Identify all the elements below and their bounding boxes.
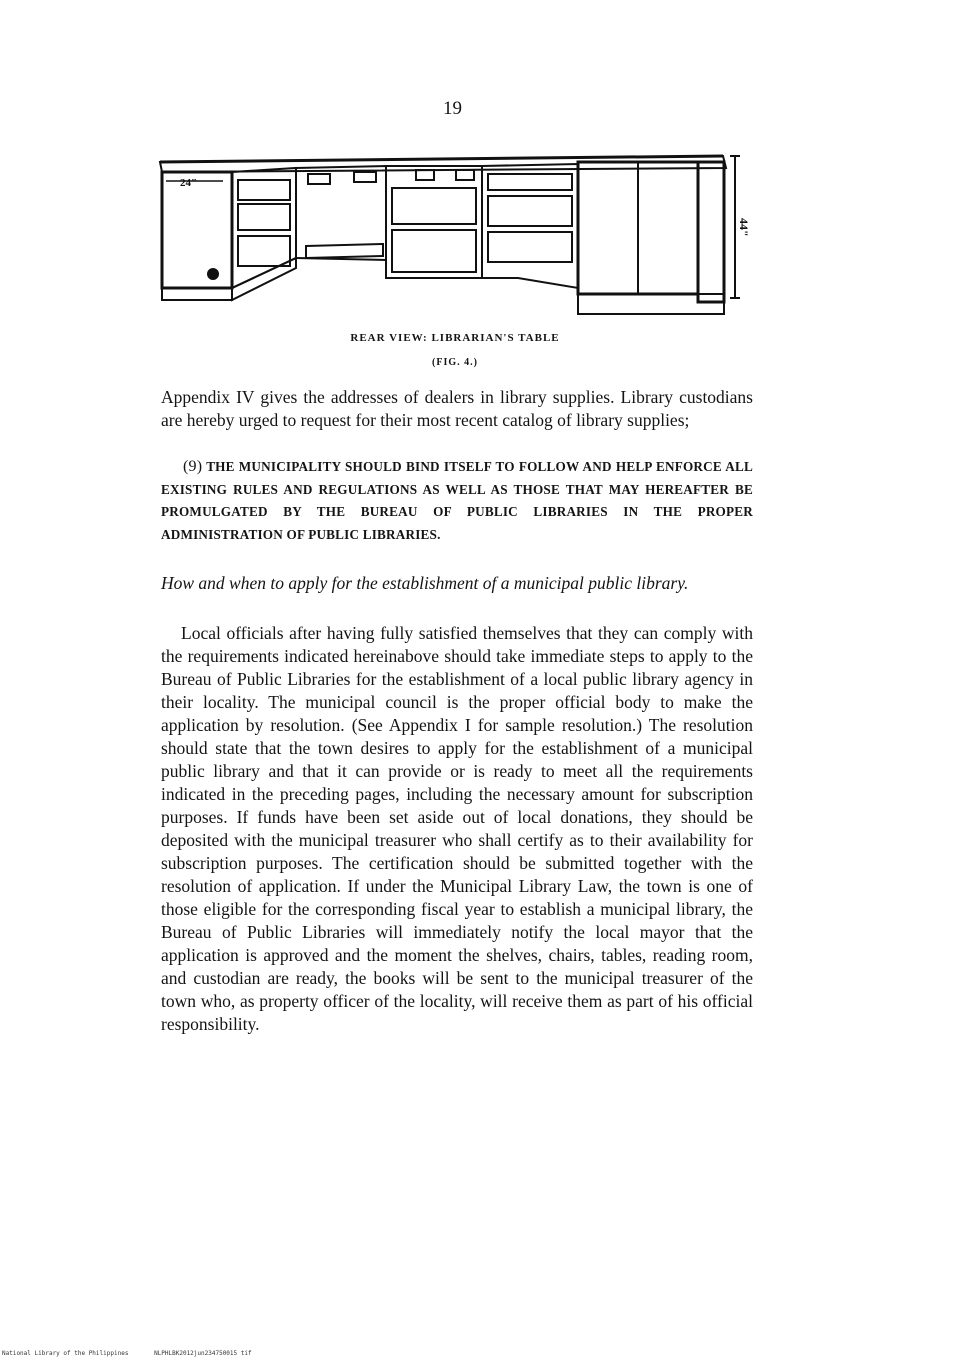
- item-paragraph: [161, 456, 753, 546]
- figure-label: (FIG. 4.): [432, 357, 478, 368]
- appendix-paragraph: Appendix IV gives the addresses of dealers in library supplies. Library custodians are hereby urged to request for their most recent catalog of library supplies;: [161, 387, 753, 430]
- section-heading: How and when to apply for the establishment of a municipal public library.: [161, 573, 689, 593]
- item-text: THE MUNICIPALITY SHOULD BIND ITSELF TO FOLLOW AND HELP ENFORCE ALL EXISTING RULES AND REGULATIONS AS WELL AS THOSE THAT MAY HEREAFTER BE PROMULGATED BY THE BUREAU OF PUBLIC LIBRARIES IN THE PROPER ADMINISTRATION OF PUBLIC LIBRARIES.: [161, 459, 753, 542]
- footer-source: National Library of the Philippines: [2, 1350, 129, 1357]
- body-paragraph: Local officials after having fully satisfied themselves that they can comply with the requirements indicated hereinabove should take immediate steps to apply to the Bureau of Public Libraries for the establishment of a local public library agency in their locality. The municipal council is the proper official body to make the application by resolution. (See Appendix I for sample resolution.) The resolution should state that the town desires to apply for the establishment of a municipal public library and that it can provide or is ready to meet all the requirements indicated in the preceding pages, including the necessary amount for subscription purposes. If funds have been set aside out of local donations, they should be deposited with the municipal treasurer who shall certify as to their availability for subscription purposes. The certification should be submitted together with the resolution of application. If under the Municipal Library Law, the town is one of those eligible for the corresponding fiscal year to establish a municipal library, the Bureau of Public Libraries will immediately notify the local mayor that the application is approved and the moment the shelves, chairs, tables, reading room, and custodian are ready, the books will be sent to the municipal treasurer of the town who, as property officer of the locality, will receive them as part of his official responsibility.: [161, 623, 753, 1034]
- librarians-table-illustration: [158, 148, 751, 328]
- figure-width-label: 24": [180, 177, 198, 189]
- footer: [2, 1350, 274, 1357]
- footer-code: NLPHLBK2012jun234750015 tif: [154, 1350, 252, 1357]
- item-number: (9): [183, 458, 203, 475]
- figure-height-label: 44": [737, 218, 751, 237]
- page-number: 19: [443, 98, 462, 119]
- figure-caption: REAR VIEW: LIBRARIAN'S TABLE: [350, 332, 560, 344]
